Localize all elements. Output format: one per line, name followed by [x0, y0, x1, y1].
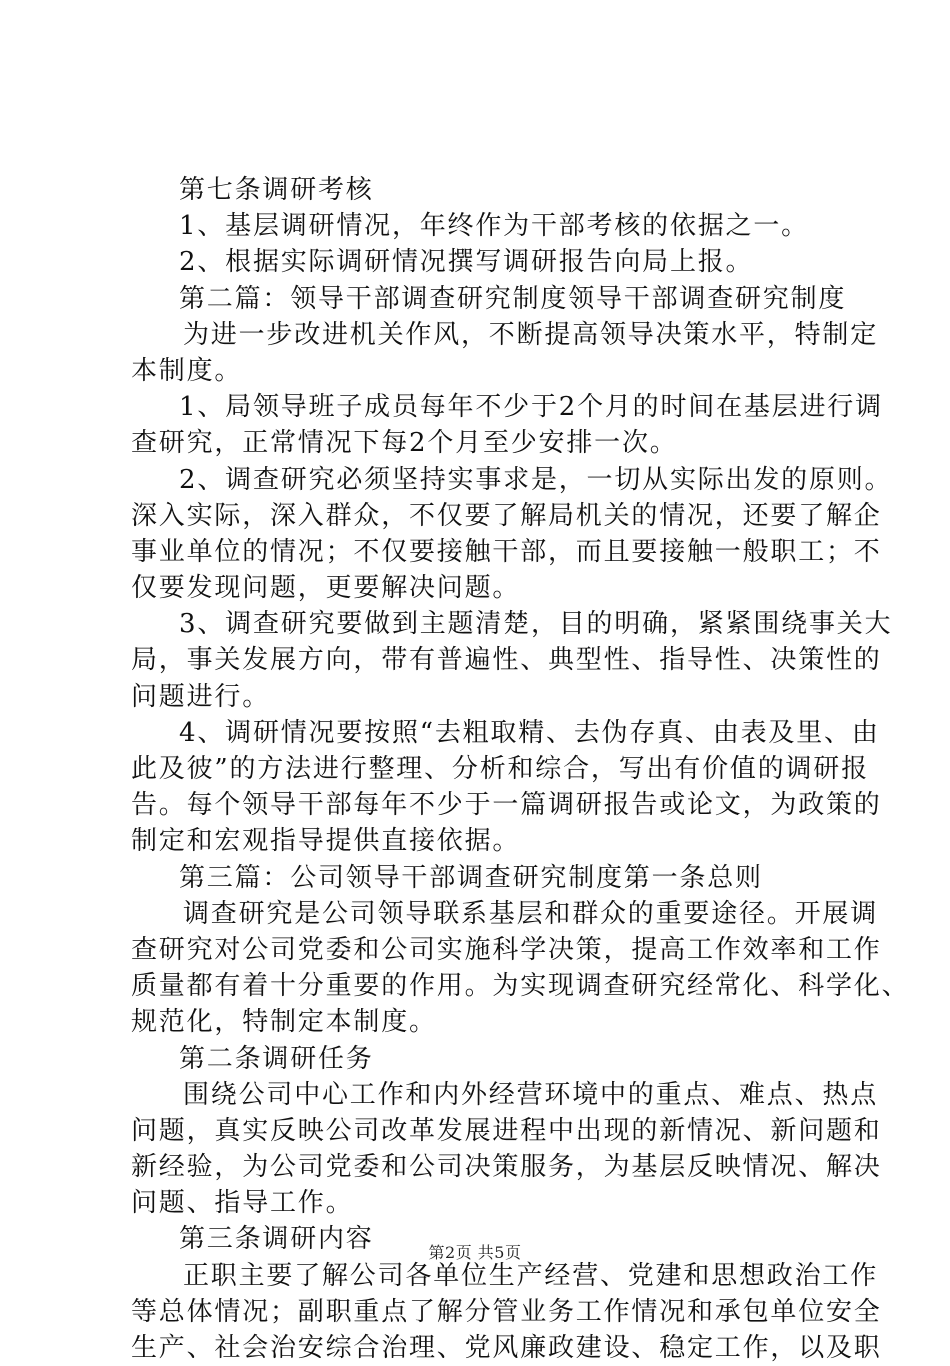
paragraph-line: 事业单位的情况；不仅要接触干部，而且要接触一般职工；不 [131, 536, 882, 567]
paragraph-line: 2、调查研究必须坚持实事求是，一切从实际出发的原则。 [179, 464, 893, 495]
paragraph-line: 本制度。 [131, 355, 243, 386]
section-heading: 第七条调研考核 [179, 175, 374, 205]
paragraph-line: 调查研究是公司领导联系基层和群众的重要途径。开展调 [183, 898, 879, 929]
paragraph-line: 查研究，正常情况下每2个月至少安排一次。 [131, 428, 678, 459]
page-number-footer: 第2页 共5页 [428, 1243, 522, 1262]
paragraph-line: 此及彼”的方法进行整理、分析和综合，写出有价值的调研报 [131, 754, 869, 784]
paragraph-line: 规范化，特制定本制度。 [131, 1007, 437, 1038]
paragraph-line: 4、调研情况要按照“去粗取精、去伪存真、由表及里、由 [179, 717, 880, 748]
paragraph-line: 2、根据实际调研情况撰写调研报告向局上报。 [179, 247, 754, 278]
paragraph-line: 1、局领导班子成员每年不少于2个月的时间在基层进行调 [179, 392, 883, 423]
paragraph-line: 仅要发现问题，更要解决问题。 [131, 573, 521, 604]
paragraph-line: 生产、社会治安综合治理、党风廉政建设、稳定工作，以及职 [131, 1333, 882, 1363]
document-body [131, 172, 910, 1366]
section-heading: 第二条调研任务 [179, 1043, 374, 1074]
paragraph-line: 3、调查研究要做到主题清楚，目的明确，紧紧围绕事关大 [179, 609, 893, 640]
paragraph-line: 1、基层调研情况，年终作为干部考核的依据之一。 [179, 211, 809, 242]
section-heading: 第三条调研内容 [179, 1224, 374, 1255]
paragraph-line: 制定和宏观指导提供直接依据。 [131, 826, 521, 857]
paragraph-line: 深入实际，深入群众，不仅要了解局机关的情况，还要了解企 [131, 500, 882, 531]
paragraph-line: 告。每个领导干部每年不少于一篇调研报告或论文，为政策的 [131, 790, 882, 821]
paragraph-line: 新经验，为公司党委和公司决策服务，为基层反映情况、解决 [131, 1152, 882, 1183]
section-heading: 第二篇：领导干部调查研究制度领导干部调查研究制度 [179, 283, 847, 314]
paragraph-line: 查研究对公司党委和公司实施科学决策，提高工作效率和工作 [131, 934, 882, 965]
paragraph-line: 等总体情况；副职重点了解分管业务工作情况和承包单位安全 [131, 1296, 882, 1327]
paragraph-line: 正职主要了解公司各单位生产经营、党建和思想政治工作 [183, 1260, 879, 1291]
paragraph-line: 问题进行。 [131, 681, 271, 712]
paragraph-line: 问题，真实反映公司改革发展进程中出现的新情况、新问题和 [131, 1115, 882, 1146]
section-heading: 第三篇：公司领导干部调查研究制度第一条总则 [179, 862, 763, 893]
paragraph-line: 围绕公司中心工作和内外经营环境中的重点、难点、热点 [183, 1079, 879, 1110]
paragraph-line: 为进一步改进机关作风，不断提高领导决策水平，特制定 [183, 319, 879, 350]
paragraph-line: 局，事关发展方向，带有普遍性、典型性、指导性、决策性的 [131, 645, 882, 676]
paragraph-line: 问题、指导工作。 [131, 1188, 354, 1219]
paragraph-line: 质量都有着十分重要的作用。为实现调查研究经常化、科学化、 [131, 971, 910, 1002]
